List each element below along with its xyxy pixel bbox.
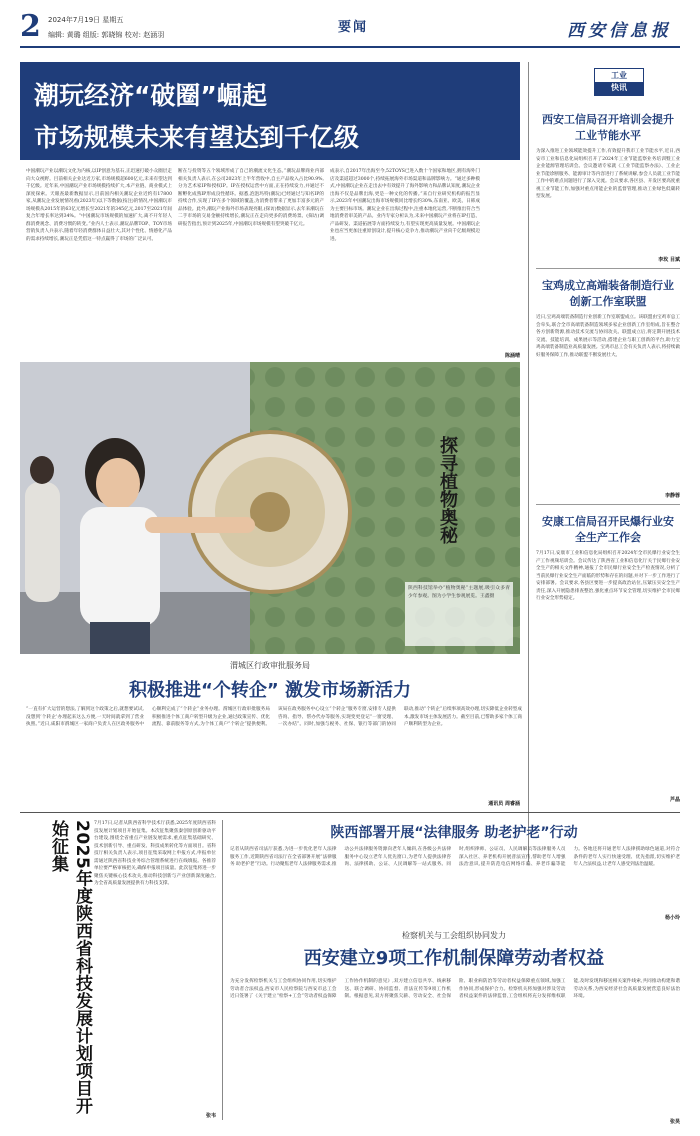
quick-news-rule-2	[536, 504, 680, 505]
legal-body: 记者从陕西省司法厅获悉,为进一步优化老年人法律服务工作,近期陕西省司法厅在全省部署开展“法律服务 助老护老”行动。行动聚焦老年人法律服务需求,推动公共法律服务资源向老年人倾斜,在各级公共法律服务中心设立老年人优先窗口,为老年人提供法律咨询、法律援助、公证、人民调解等一站式服务。同时,组织律师、公证员、人民调解员等法律服务人员深入社区、养老机构开展普法宣传,帮助老年人增强法治意识,提升防范电信网络诈骗、养老诈骗等能力。各地还将开通老年人法律援助绿色通道,对符合条件的老年人实行快速受理、优先指派,切实维护老年人合法权益,让老年人感受到法治温暖。	[230, 847, 680, 867]
tech-plan-headline: 2025年度陕西省科技发展计划项目开始征集	[48, 820, 92, 1115]
quick-news-title-2: 宝鸡成立高端装备制造行业创新工作室联盟	[542, 279, 674, 308]
quick-news-body-3: 7月17日,安康市工业和信息化局组织召开2024年全市民爆行业安全生产工作视频培训会。会议传达了陕西省工业和信息化厅关于民爆行业安全生产的相关文件精神,通报了全市民爆行业安全生产检查情况,分析了当前民爆行业安全生产面临的形势和存在的问题,并对下一步工作进行了安排部署。会议要求,各县区要进一步提高政治站位,压紧压实安全生产责任,深入开展隐患排查整治,强化重点环节安全管理,切实维护全市民爆行业安全形势稳定。	[536, 551, 680, 601]
quick-news-rule-1	[536, 268, 680, 269]
quick-news-author-3: 芦晶	[669, 797, 680, 803]
photo-caption: 陕西科技馆举办“植物奥秘”主题展,吸引众多青少年参观。图为小学生参观展览。王鑫摄	[405, 582, 513, 646]
tech-plan-author: 张韦	[205, 1113, 216, 1119]
lead-body-col3: 成表示,自2017年出海至今,52TOYS已进入数十个国家和地区,拥有海外门店及渠道超过3000个,持续拓展海外市场渠道和品牌影响力。“通过多种模式,中国潮玩企业在走出去中有效提升了海外影响力和品牌认知度,潮玩企业出海不仅是品牌出海,更是一种文化的传播。”来自行业研究机构的报告显示,2023年中国潮玩出海市场规模同比增长约30%,东南亚、欧美、日韩成为主要目标市场。潮玩企业在出海过程中,注重本地化运营,不断推出符合当地消费者审美的产品。业内专家分析认为,未来中国潮玩产业将在IP打造、产品研发、渠道拓展等方面持续发力,有望实现更高质量发展。中国潮玩企业也应当更加注重原创设计,提升核心竞争力,推动潮玩产业向千亿级规模迈进。	[330, 169, 480, 242]
staff-credits: 编辑: 黄璐 组版: 郭晓锦 校对: 赵涵羽	[48, 31, 165, 39]
tech-plan-divider	[222, 820, 223, 1120]
tech-plan-body: 7月17日,记者从陕西省科学技术厅获悉,2025年度陕西省科技发展计划项目开始征集。本次征集聚焦秦创原创新驱动平台建设,围绕全省重点产业链发展需求,重点征集基础研究、技术创新引导、重点研发、科技成果转化等方面项目。省科技厅相关负责人表示,项目征集采取网上申报方式,申报单位需通过陕西省科技业务综合管理系统进行在线填报。各推荐单位要严格审核把关,确保申报项目质量。此次征集将进一步聚焦关键核心技术攻关,推动科技创新与产业创新深度融合,为全省高质量发展提供有力科技支撑。	[94, 821, 216, 886]
labor-headline: 西安建立9项工作机制保障劳动者权益	[303, 948, 605, 969]
lead-author: 陈涵晴	[504, 353, 520, 359]
masthead-rule	[20, 46, 680, 48]
masthead	[20, 8, 680, 54]
weiyang-body: “一直有扩大运营的想法,了解到这个政策之后,就想要试试,没想到‘个转企’办理起来这么方便,一天时间就拿到了营业执照。”近日,咸阳市渭城区一家商户负责人在区政务服务中心顺利完成了“个转企”业务办理。渭城区行政审批服务局积极推进个体工商户转型升级为企业,通过政策宣传、优化流程、靠前服务等方式,为个体工商户“个转企”提供便利。该局在政务服务中心设立“个转企”服务专窗,安排专人提供咨询、指导、帮办代办等服务,实现变更登记“一窗受理、一次办结”。同时,加强与税务、社保、银行等部门的协同联动,推动“个转企”后续事项高效办理,切实降低企业转型成本,激发市场主体发展活力。截至目前,已帮助多家个体工商户顺利转型为企业。	[26, 707, 522, 727]
exhibit-title: 探寻植物奥秘	[437, 436, 458, 544]
quick-news-title-3: 安康工信局召开民爆行业安全生产工作会	[542, 515, 674, 544]
weiyang-author: 通讯员 周睿涵	[488, 801, 520, 807]
lower-section-rule	[20, 812, 680, 813]
lead-headline-line1: 潮玩经济“破圈”崛起	[34, 81, 267, 110]
labor-body: 为充分发挥检察机关与工会组织协同作用,切实维护劳动者合法权益,西安市人民检察院与西安市总工会近日签署了《关于建立“检察+工会”劳动者权益保障工作协作机制的意见》,双方建立信息共享、线索移送、联合调研、协同监督、普法宣传等9项工作机制。根据意见,双方将聚焦欠薪、劳动安全、社会保险、职业病防治等劳动者权益保障重点领域,加强工作协同,形成保护合力。检察机关将加强对涉及劳动者权益案件的法律监督,工会组织将充分发挥维权职能,及时发现和移送相关案件线索,共同推动构建和谐劳动关系,为西安经济社会高质量发展营造良好法治环境。	[230, 979, 680, 999]
date-text: 2024年7月19日	[48, 16, 101, 24]
quick-news-label-bottom: 快讯	[595, 82, 643, 96]
lead-headline-banner	[20, 62, 520, 160]
quick-news-body-1: 为深入推进工业领域能效提升工作,有效提升我市工业节能水平,近日,西安市工业和信息化局组织召开了2024年工业节能监察业务培训暨工业企业能源管理培训会。会议邀请专家就《工业节能监察办法》、工业企业节能诊断服务、能源审计等内容进行了系统讲解,参会人员就工业节能工作中的难点问题进行了深入交流。会议要求,各区县、开发区要高度重视工业节能工作,加强对重点用能企业的监督管理,推动工业绿色低碳转型发展。	[536, 149, 680, 199]
quick-news-label-top: 工业	[611, 71, 627, 80]
lead-body-col2: 断在与投资等五个领域形成了自己的潮流文化生态。”潮玩品牌商业内部相关负责人表示,在公司2023年上半年营收中,自主产品收入占比90.9%,分为艺术家IP和授权IP。IP在授权运营中方面,正在持续发力,并通过不断孵化成熟IP形成良性循环。据悉,泡泡玛特(潮玩)已经通过与知名IP的持续合作,实现了IP在多个领域的覆盖,为消费者带来了更加丰富多元的产品体验。此外,潮玩产业海外市场表现亮眼,(探访)数据显示,去年来潮玩在二手市场的交易金额持续增长,潮玩正在走向更多的消费场景。(探访)调研报告指出,预计到2025年,中国潮玩市场规模有望突破千亿元。	[178, 169, 324, 227]
quick-news-label	[594, 68, 644, 96]
lead-headline-line2: 市场规模未来有望达到千亿级	[34, 123, 360, 152]
weiyang-kicker: 渭城区行政审批服务局	[230, 661, 310, 670]
legal-headline: 陕西部署开展“法律服务 助老护老”行动	[330, 825, 578, 841]
page-number: 2	[20, 9, 41, 44]
lead-photo	[20, 362, 520, 654]
lead-body-col1: 中国潮玩产业以潮玩文化为内核,以IP创意为基石,正迅速打破小众圈层走向大众视野。目前相关企业达近万家,市场规模超600亿元,未来有望达到千亿级。近年来,中国潮玩产业市场规模持续扩大,本产业链、商业模式上深度探索。天眼查最新数据显示,目前国内相关潮玩企业近约有17800家,从潮玩企业发展情况看(2023年)以下等数据(按注)的情况,中国潮玩市场规模从2015年的63亿元增长至2021年的345亿元,2017至2021年间复合年增长率达到34%。“中国潮玩市场规模的加速扩大,离不开年轻人群消费观念、消费习惯的转变。”业内人士表示,潮玩品牌TOP、TOY市场营销负责人兵表示,随着年轻消费群体日益壮大,其对个性化、情感化产品的需求持续增长,潮玩正是凭借这一特点赢得了市场的广泛认可。	[26, 169, 172, 242]
labor-kicker: 检察机关与工会组织协同发力	[402, 931, 506, 940]
quick-news-author-1: 李玫 目斌	[658, 257, 680, 263]
labor-author: 张昊	[669, 1119, 680, 1125]
paper-logo: 西安信息报	[567, 21, 672, 41]
sidebar-divider	[528, 62, 529, 862]
weiyang-headline: 积极推进“个转企” 激发市场新活力	[129, 680, 411, 701]
quick-news-author-2: 李静蓉	[664, 493, 680, 499]
issue-date	[48, 15, 123, 25]
section-title: 要闻	[338, 20, 369, 35]
legal-author: 杨小玲	[664, 915, 680, 921]
quick-news-title-1: 西安工信局召开培训会提升工业节能水平	[542, 113, 674, 142]
weekday-text: 星期五	[102, 16, 124, 24]
quick-news-body-2: 近日,宝鸡高端装备制造行业创新工作室联盟成立。该联盟由宝鸡市总工会牵头,联合全市高端装备制造领域多家企业创新工作室组成,旨在整合各方创新资源,推动技术交流与协同攻关。联盟成立后,将定期开展技术交流、技能培训、成果展示等活动,搭建企业与职工创新的平台,助力宝鸡高端装备制造业高质量发展。宝鸡市总工会有关负责人表示,将持续做好服务保障工作,推动联盟不断发展壮大。	[536, 315, 680, 358]
